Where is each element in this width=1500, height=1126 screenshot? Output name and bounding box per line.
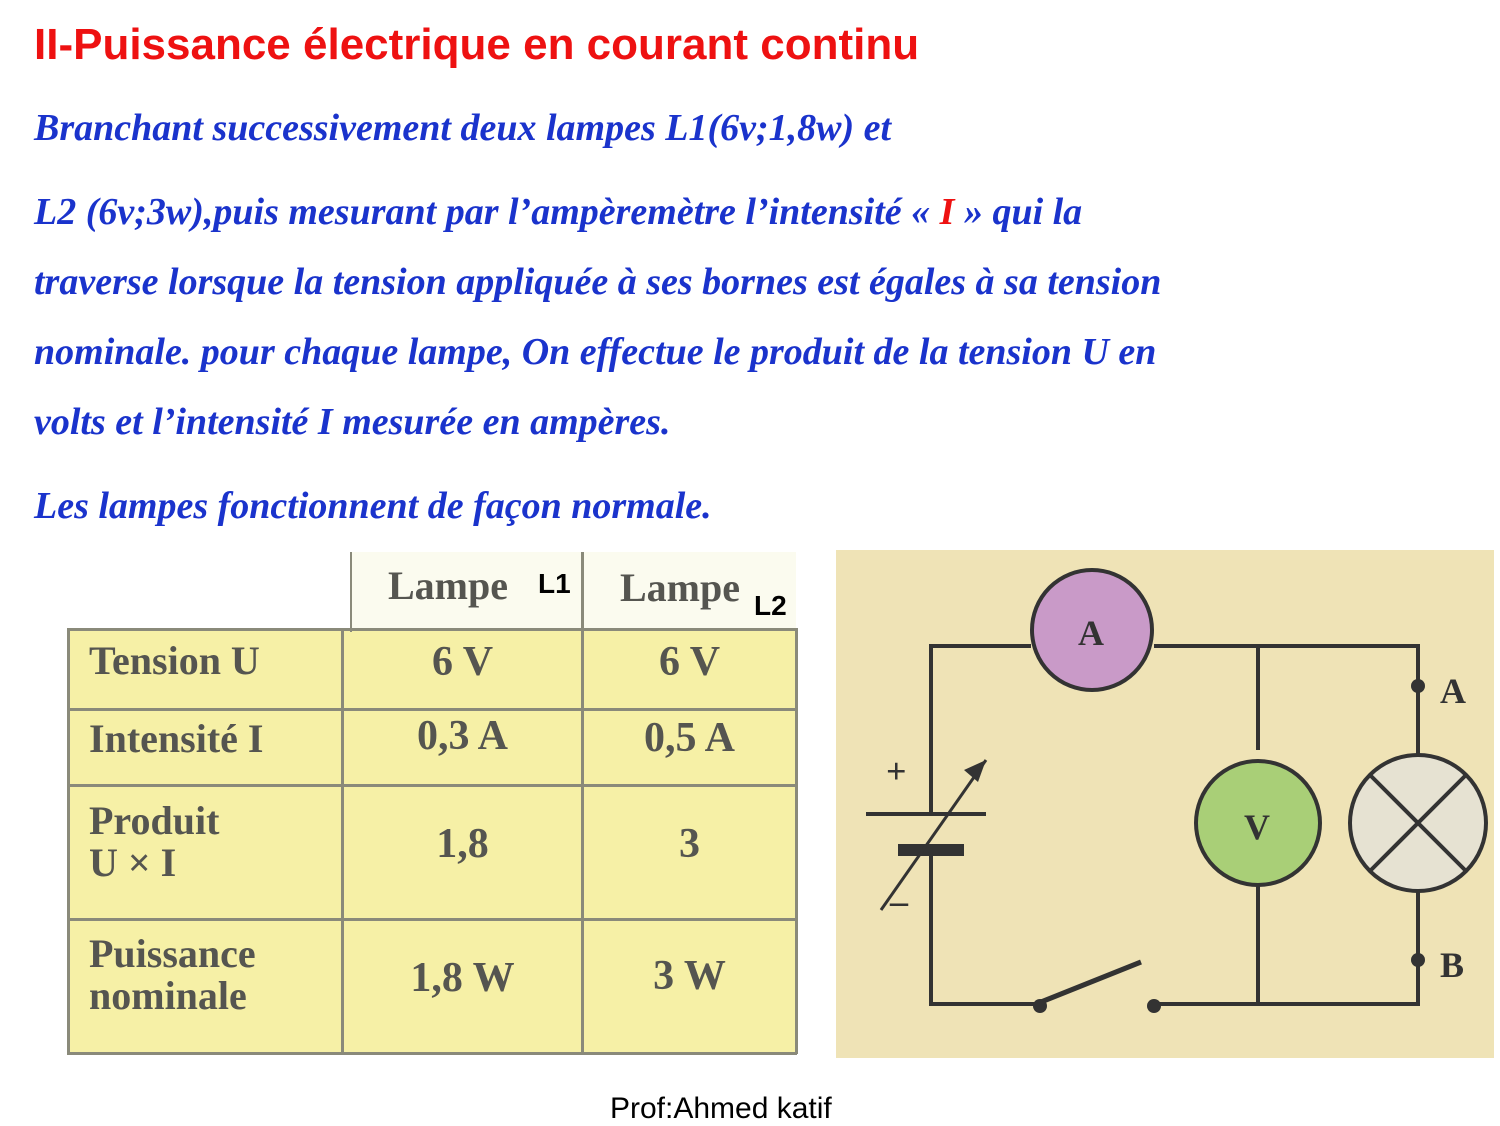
table-line: [795, 628, 798, 1054]
cell-l1-intensity: 0,3 A: [416, 713, 508, 759]
ammeter-label: A: [1078, 613, 1104, 653]
cell-l2-intensity: 0,5 A: [643, 715, 735, 761]
row-label-intensity: Intensité I: [89, 716, 264, 761]
table-line: [67, 1052, 797, 1055]
switch-contact-right: [1147, 999, 1161, 1013]
table-line: [67, 628, 797, 631]
table-header-l2: [584, 552, 796, 628]
wire-top-right: [1154, 646, 1418, 755]
node-a: [1411, 679, 1425, 693]
paragraph-line-1: Branchant successivement deux lampes L1(6v;1,8w) et: [34, 107, 892, 149]
table-header-l1-label: Lampe: [388, 563, 508, 608]
circuit-diagram: [836, 550, 1494, 1058]
cell-l1-power: 1,8 W: [410, 955, 515, 1001]
battery-plate-short: [898, 844, 964, 856]
cell-l1-tension: 6 V: [431, 639, 494, 685]
paragraph-line-5: volts et l’intensité I mesurée en ampères.: [34, 401, 671, 443]
table-header-l2-label: Lampe: [620, 565, 740, 610]
switch-lever: [1036, 962, 1141, 1004]
table-line: [350, 552, 352, 632]
table-header-l2-sub: L2: [754, 590, 787, 621]
intensity-symbol: I: [939, 191, 955, 233]
paragraph-line-6: Les lampes fonctionnent de façon normale.: [34, 485, 712, 527]
measurement-table-photo: [55, 548, 805, 1058]
page-title: II-Puissance électrique en courant continu: [34, 20, 920, 69]
paragraph-line-2-start: L2 (6v;3w),puis mesurant par l’ampèremètre l’intensité «: [34, 191, 940, 233]
voltmeter-label: V: [1244, 807, 1270, 847]
table-line: [341, 628, 344, 1054]
row-label-product: Produit U × I: [89, 798, 220, 885]
table-line: [67, 628, 70, 1054]
row-label-tension: Tension U: [89, 638, 260, 683]
table-line: [67, 918, 797, 921]
battery-plate-long: [866, 812, 986, 816]
cell-l1-product: 1,8: [436, 821, 489, 867]
cell-l2-tension: 6 V: [658, 639, 721, 685]
cell-l2-product: 3: [679, 821, 700, 867]
table-header-l1: [350, 552, 582, 628]
paragraph-line-2-end: » qui la: [954, 191, 1083, 233]
point-b-label: B: [1440, 945, 1465, 985]
minus-sign: –: [890, 881, 908, 921]
paragraph-line-2: [34, 190, 1082, 234]
wire-left-bottom: [931, 922, 1036, 1004]
node-b: [1411, 953, 1425, 967]
row-label-power: Puissance nominale: [89, 931, 256, 1018]
table-line: [67, 784, 797, 787]
point-a-label: A: [1440, 671, 1466, 711]
table-line: [581, 552, 584, 1054]
wire-left-top: [931, 646, 1031, 760]
plus-sign: +: [886, 751, 907, 791]
cell-l2-power: 3 W: [653, 953, 726, 999]
paragraph-line-4: nominale. pour chaque lampe, On effectue le produit de la tension U en: [34, 331, 1157, 373]
table-line: [67, 708, 797, 711]
author-footer: Prof:Ahmed katif: [610, 1092, 832, 1125]
wire-right-bottom: [1156, 890, 1418, 1004]
paragraph-line-3: traverse lorsque la tension appliquée à ses bornes est égales à sa tension: [34, 261, 1162, 303]
table-header-l1-sub: L1: [538, 568, 571, 599]
circuit-diagram-photo: [836, 550, 1494, 1058]
variable-arrowhead: [964, 760, 986, 782]
switch-contact-left: [1033, 999, 1047, 1013]
